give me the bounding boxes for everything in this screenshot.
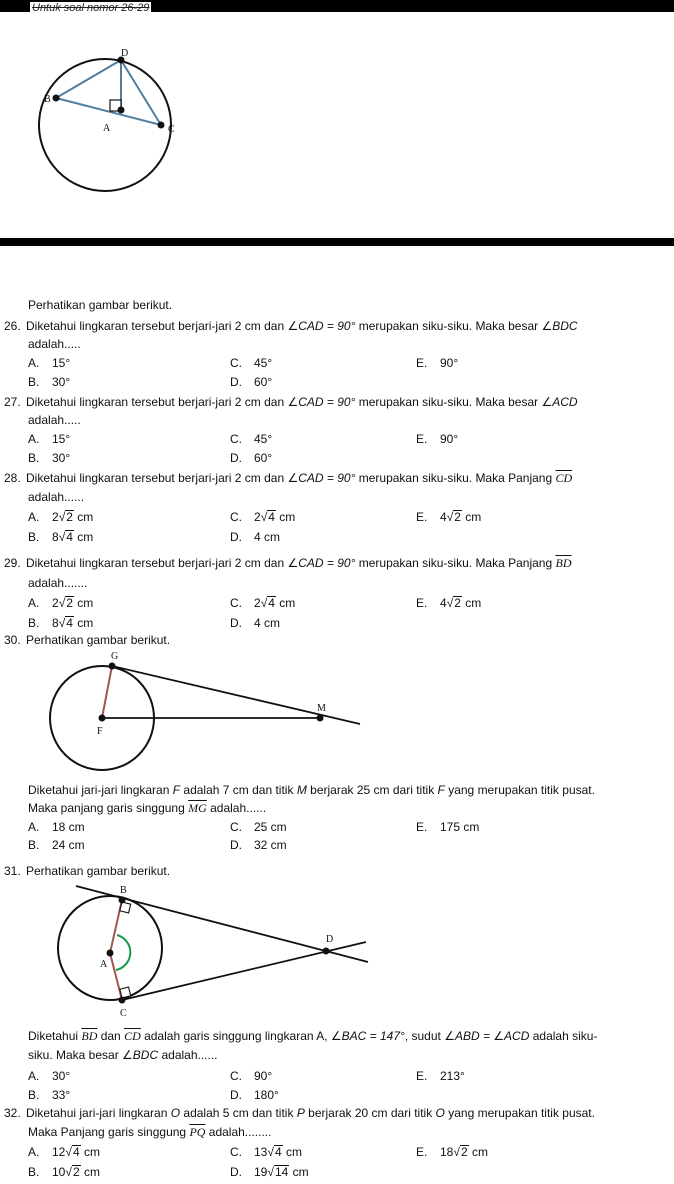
fig3-point-B [119, 897, 126, 904]
fig2-label-M: M [317, 703, 326, 714]
q30-intro-text: Perhatikan gambar berikut. [26, 633, 171, 647]
fig2-label-F: F [97, 726, 103, 737]
q29-text-a: Diketahui lingkaran tersebut berjari-jari 2 cm dan [26, 556, 288, 570]
q29-line2: adalah....... [28, 576, 88, 590]
q26-option-d[interactable]: D. 60° [230, 375, 273, 389]
q26-asked: ∠BDC [541, 319, 578, 333]
q28-option-e[interactable]: E. 4√2 cm [416, 510, 482, 524]
q31-number: 31. [4, 864, 21, 878]
q30-option-c[interactable]: C. 25 cm [230, 820, 287, 834]
q30-number: 30. [4, 633, 21, 647]
fig1-label-D: D [121, 48, 129, 59]
q26-text-b: merupakan siku-siku. Maka besar [355, 319, 542, 333]
fig3-point-A [107, 950, 114, 957]
fig2-point-F [99, 715, 106, 722]
fig1-label-C: C [168, 124, 175, 135]
q29-option-d[interactable]: D. 4 cm [230, 616, 281, 630]
fig3-angle-arc-BAC [116, 935, 130, 970]
q31-text: Diketahui $\overline{BD}$ dan $\overline{CD}$ adalah garis singgung lingkaran A, ∠BAC = 147°, sudut ∠ABD = ∠ACD adalah siku- [28, 1029, 598, 1043]
figure-two-tangents [50, 880, 380, 1020]
q27-text-a: Diketahui lingkaran tersebut berjari-jari 2 cm dan [26, 395, 288, 409]
q31-option-d[interactable]: D. 180° [230, 1088, 279, 1102]
q32-option-a[interactable]: A. 12√4 cm [28, 1145, 100, 1159]
q32-option-e[interactable]: E. 18√2 cm [416, 1145, 488, 1159]
q27-text-b: merupakan siku-siku. Maka besar [355, 395, 542, 409]
question-31-intro [4, 863, 170, 879]
q29-option-c[interactable]: C. 2√4 cm [230, 596, 296, 610]
q30-option-a[interactable]: A. 18 cm [28, 820, 85, 834]
q29-option-a[interactable]: A. 2√2 cm [28, 596, 94, 610]
fig2-radius-FG [102, 666, 112, 718]
figure-tangent-FG-M [40, 648, 370, 778]
fig3-label-B: B [120, 885, 127, 896]
q26-option-e[interactable]: E. 90° [416, 356, 459, 370]
q32-option-d[interactable]: D. 19√14 cm [230, 1165, 309, 1179]
q28-text-b: merupakan siku-siku. Maka Panjang [355, 471, 556, 485]
section-divider-bar [0, 238, 674, 246]
q30-text: Diketahui jari-jari lingkaran F adalah 7 cm dan titik M berjarak 25 cm dari titik F yang merupakan titik pusat. [28, 783, 595, 797]
q26-option-c[interactable]: C. 45° [230, 356, 273, 370]
fig3-label-C: C [120, 1008, 127, 1019]
fig1-point-C [158, 122, 165, 129]
q31-option-b[interactable]: B. 33° [28, 1088, 71, 1102]
q29-angle-given: ∠CAD = 90° [287, 556, 356, 570]
q26-line2: adalah..... [28, 337, 81, 351]
fig2-label-G: G [111, 651, 119, 662]
q30-line2: Maka panjang garis singgung $\overline{MG}$ adalah...... [28, 801, 267, 815]
fig1-point-B [53, 95, 60, 102]
fig1-label-A: A [103, 123, 111, 134]
q29-number: 29. [4, 556, 21, 570]
q28-line2: adalah...... [28, 490, 85, 504]
q31-segment-CD: $\overline{CD}$ [124, 1029, 141, 1043]
q27-option-a[interactable]: A. 15° [28, 432, 71, 446]
question-26 [4, 318, 644, 334]
q27-option-b[interactable]: B. 30° [28, 451, 71, 465]
q31-intro-text: Perhatikan gambar berikut. [26, 864, 171, 878]
question-27 [4, 394, 644, 410]
q26-text-a: Diketahui lingkaran tersebut berjari-jari 2 cm dan [26, 319, 288, 333]
q29-option-b[interactable]: B. 8√4 cm [28, 616, 94, 630]
figure-circle-triangle [40, 40, 200, 200]
q26-angle-given: ∠CAD = 90° [287, 319, 356, 333]
q28-option-b[interactable]: B. 8√4 cm [28, 530, 94, 544]
q28-text-a: Diketahui lingkaran tersebut berjari-jari 2 cm dan [26, 471, 288, 485]
question-30-intro [4, 632, 170, 648]
intro-text: Perhatikan gambar berikut. [28, 298, 173, 312]
q31-segment-BD: $\overline{BD}$ [81, 1029, 98, 1043]
q28-asked-segment: $\overline{CD}$ [555, 471, 573, 485]
q30-option-e[interactable]: E. 175 cm [416, 820, 480, 834]
fig3-label-D: D [326, 934, 334, 945]
q29-option-e[interactable]: E. 4√2 cm [416, 596, 482, 610]
q27-option-c[interactable]: C. 45° [230, 432, 273, 446]
q27-number: 27. [4, 395, 21, 409]
q31-option-a[interactable]: A. 30° [28, 1069, 71, 1083]
fig3-label-A: A [100, 959, 108, 970]
q32-option-c[interactable]: C. 13√4 cm [230, 1145, 302, 1159]
fig1-point-A [118, 107, 125, 114]
q28-number: 28. [4, 471, 21, 485]
fig1-triangle-lines [56, 60, 161, 125]
q27-line2: adalah..... [28, 413, 81, 427]
q28-angle-given: ∠CAD = 90° [287, 471, 356, 485]
q30-option-d[interactable]: D. 32 cm [230, 838, 287, 852]
q26-option-a[interactable]: A. 15° [28, 356, 71, 370]
fig2-point-G [109, 663, 116, 670]
q27-option-e[interactable]: E. 90° [416, 432, 459, 446]
q27-option-d[interactable]: D. 60° [230, 451, 273, 465]
question-29 [4, 555, 644, 571]
fig3-point-C [119, 997, 126, 1004]
q32-line2: Maka Panjang garis singgung $\overline{PQ}$ adalah........ [28, 1125, 272, 1139]
fig3-point-D [323, 948, 330, 955]
q31-option-c[interactable]: C. 90° [230, 1069, 273, 1083]
fig3-right-angle-B [120, 902, 131, 913]
q31-option-e[interactable]: E. 213° [416, 1069, 465, 1083]
q26-number: 26. [4, 319, 21, 333]
question-32: 32. Diketahui jari-jari lingkaran O adalah 5 cm dan titik P berjarak 20 cm dari titik O yang merupakan titik pusat. [4, 1106, 595, 1120]
q27-asked: ∠ACD [541, 395, 578, 409]
q32-option-b[interactable]: B. 10√2 cm [28, 1165, 100, 1179]
q30-option-b[interactable]: B. 24 cm [28, 838, 85, 852]
question-28 [4, 470, 644, 486]
fig2-point-M [317, 715, 324, 722]
q28-option-c[interactable]: C. 2√4 cm [230, 510, 296, 524]
q31-line2: siku. Maka besar ∠BDC adalah...... [28, 1048, 218, 1062]
q30-segment-MG: $\overline{MG}$ [188, 801, 207, 815]
cut-header-text: Untuk soal nomor 26-29 [32, 2, 150, 14]
q26-option-b[interactable]: B. 30° [28, 375, 71, 389]
fig1-label-B: B [44, 94, 51, 105]
q32-segment-PQ: $\overline{PQ}$ [189, 1125, 206, 1139]
q27-angle-given: ∠CAD = 90° [287, 395, 356, 409]
fig3-right-angle-C [120, 987, 131, 998]
q32-number: 32. [4, 1106, 21, 1120]
q28-option-a[interactable]: A. 2√2 cm [28, 510, 94, 524]
q29-asked-segment: $\overline{BD}$ [555, 556, 572, 570]
q28-option-d[interactable]: D. 4 cm [230, 530, 281, 544]
q29-text-b: merupakan siku-siku. Maka Panjang [355, 556, 556, 570]
fig3-circle [58, 896, 162, 1000]
